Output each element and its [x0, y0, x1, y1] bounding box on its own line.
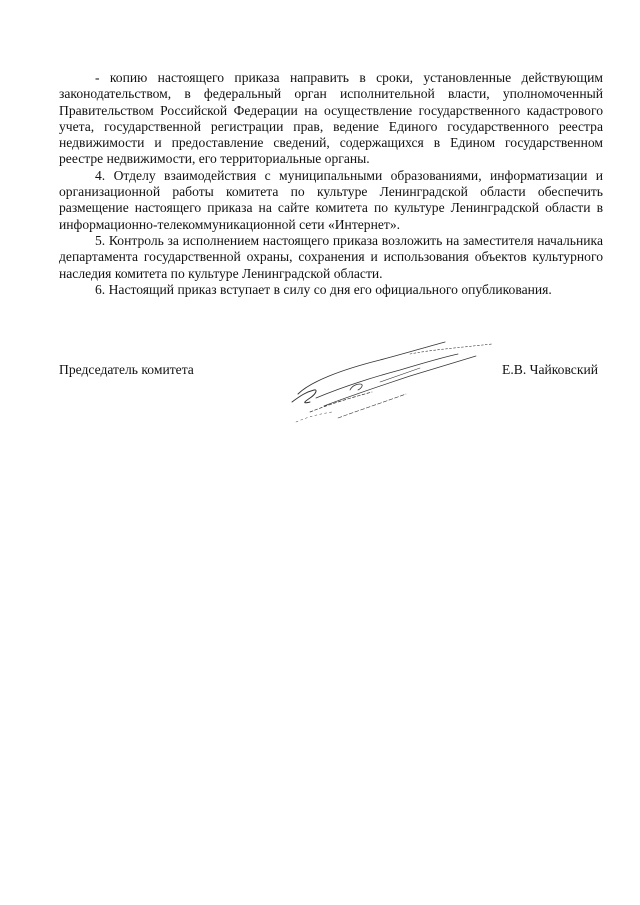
signature-block [59, 362, 603, 382]
paragraph-item-4: 4. Отделу взаимодействия с муниципальными образованиями, информатизации и организационной работы комитета по культуре Ленинградской области обеспечить размещение настоящего приказа на сайте комитета по культуре Ленинградской области в информационно-телекоммуникационной сети «Интернет». [59, 167, 603, 232]
paragraph-item-5: 5. Контроль за исполнением настоящего приказа возложить на заместителя начальника департамента государственной охраны, сохранения и использования объектов культурного наследия комитета по культуре Ленинградской области. [59, 232, 603, 281]
document-body [59, 70, 603, 298]
signatory-title: Председатель комитета [59, 362, 194, 377]
handwritten-signature [280, 332, 500, 432]
paragraph-item-6: 6. Настоящий приказ вступает в силу со дня его официального опубликования. [95, 281, 552, 297]
paragraph-copy-directive: - копию настоящего приказа направить в сроки, установленные действующим законодательством, в федеральный орган исполнительной власти, уполномоченный Правительством Российской Федерации на осуществление государственного кадастрового учета, государственной регистрации прав, ведение Единого государственного реестра недвижимости и предоставление сведений, содержащихся в Едином государственном реестре недвижимости, его территориальные органы. [59, 70, 603, 167]
signatory-name: Е.В. Чайковский [502, 362, 598, 377]
